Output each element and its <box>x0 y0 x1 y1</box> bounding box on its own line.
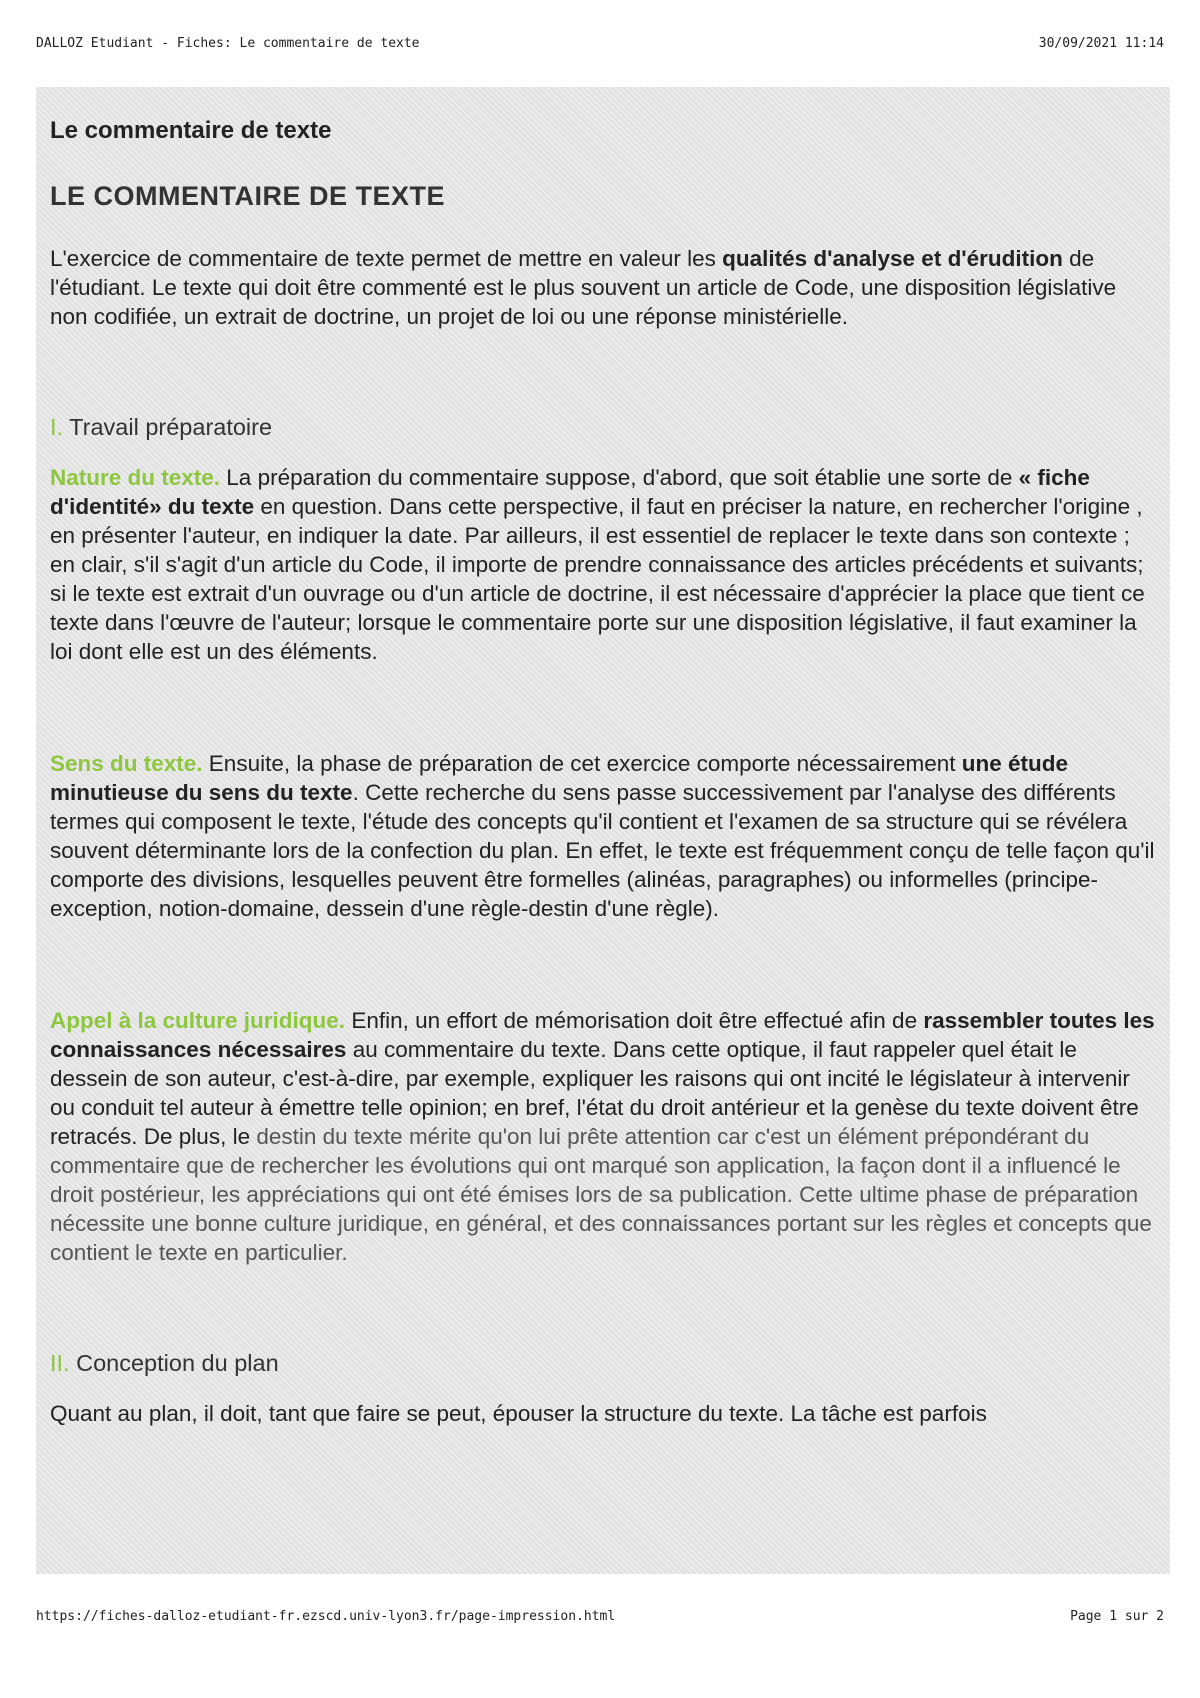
section-title: Conception du plan <box>69 1350 279 1376</box>
nature-lead: Nature du texte. <box>50 465 221 490</box>
sens-lead: Sens du texte. <box>50 751 203 776</box>
section-number: I. <box>50 414 64 440</box>
print-header <box>36 36 1164 51</box>
section-heading-1 <box>50 414 1156 441</box>
plan-paragraph: Quant au plan, il doit, tant que faire se peut, épouser la structure du texte. La tâche est parfois <box>50 1401 987 1426</box>
print-header-title: DALLOZ Etudiant - Fiches: Le commentaire de texte <box>36 36 420 51</box>
intro-paragraph: L'exercice de commentaire de texte permet de mettre en valeur les qualités d'analyse et d'érudition de l'étudiant. Le texte qui doit être commenté est le plus souvent un article de Code, une disposition législative non codifiée, un extrait de doctrine, un projet de loi ou une réponse ministérielle. <box>50 246 1117 329</box>
sens-paragraph: Sens du texte. Ensuite, la phase de préparation de cet exercice comporte nécessairement une étude minutieuse du sens du texte. Cette recherche du sens passe successivement par l'analyse des différents termes qui composent le texte, l'étude des concepts qu'il contient et l'examen de sa structure qui se révélera souvent déterminante lors de la confection du plan. En effet, le texte est fréquemment conçu de telle façon qu'il comporte des divisions, lesquelles peuvent être formelles (alinéas, paragraphes) ou informelles (principe-exception, notion-domaine, dessein d'une règle-destin d'une règle). <box>50 751 1155 921</box>
print-footer-page: Page 1 sur 2 <box>1070 1609 1164 1624</box>
section-title: Travail préparatoire <box>63 414 273 440</box>
appel-paragraph: Appel à la culture juridique. Enfin, un effort de mémorisation doit être effectué afin de rassembler toutes les connaissances nécessaires au commentaire du texte. Dans cette optique, il faut rappeler quel était le dessein de son auteur, c'est-à-dire, par exemple, expliquer les raisons qui ont incité le législateur à intervenir ou conduit tel auteur à émettre telle opinion; en bref, l'état du droit antérieur et la genèse du texte doivent être retracés. De plus, le destin du texte mérite qu'on lui prête attention car c'est un élément prépondérant du commentaire que de rechercher les évolutions qui ont marqué son application, la façon dont il a influencé le droit postérieur, les appréciations qui ont été émises lors de sa publication. Cette ultime phase de préparation nécessite une bonne culture juridique, en général, et des connaissances portant sur les règles et concepts que contient le texte en particulier. <box>50 1008 1155 1265</box>
page-title: Le commentaire de texte <box>50 117 332 144</box>
print-footer-url: https://fiches-dalloz-etudiant-fr.ezscd.univ-lyon3.fr/page-impression.html <box>36 1609 616 1624</box>
main-heading: LE COMMENTAIRE DE TEXTE <box>50 181 446 211</box>
section-heading-2 <box>50 1350 1156 1377</box>
print-header-datetime: 30/09/2021 11:14 <box>1038 36 1164 51</box>
section-number: II. <box>50 1350 70 1376</box>
appel-lead: Appel à la culture juridique. <box>50 1008 346 1033</box>
nature-paragraph: Nature du texte. La préparation du commentaire suppose, d'abord, que soit établie une sorte de « fiche d'identité» du texte en question. Dans cette perspective, il faut en préciser la nature, en rechercher l'origine , en présenter l'auteur, en indiquer la date. Par ailleurs, il est essentiel de replacer le texte dans son contexte ; en clair, s'il s'agit d'un article du Code, il importe de prendre connaissance des articles précédents et suivants; si le texte est extrait d'un ouvrage ou d'un article de doctrine, il est nécessaire d'apprécier la place que tient ce texte dans l'œuvre de l'auteur; lorsque le commentaire porte sur une disposition législative, il faut examiner la loi dont elle est un des éléments. <box>50 465 1145 664</box>
article-content <box>36 87 1170 1574</box>
print-footer <box>36 1609 1164 1624</box>
